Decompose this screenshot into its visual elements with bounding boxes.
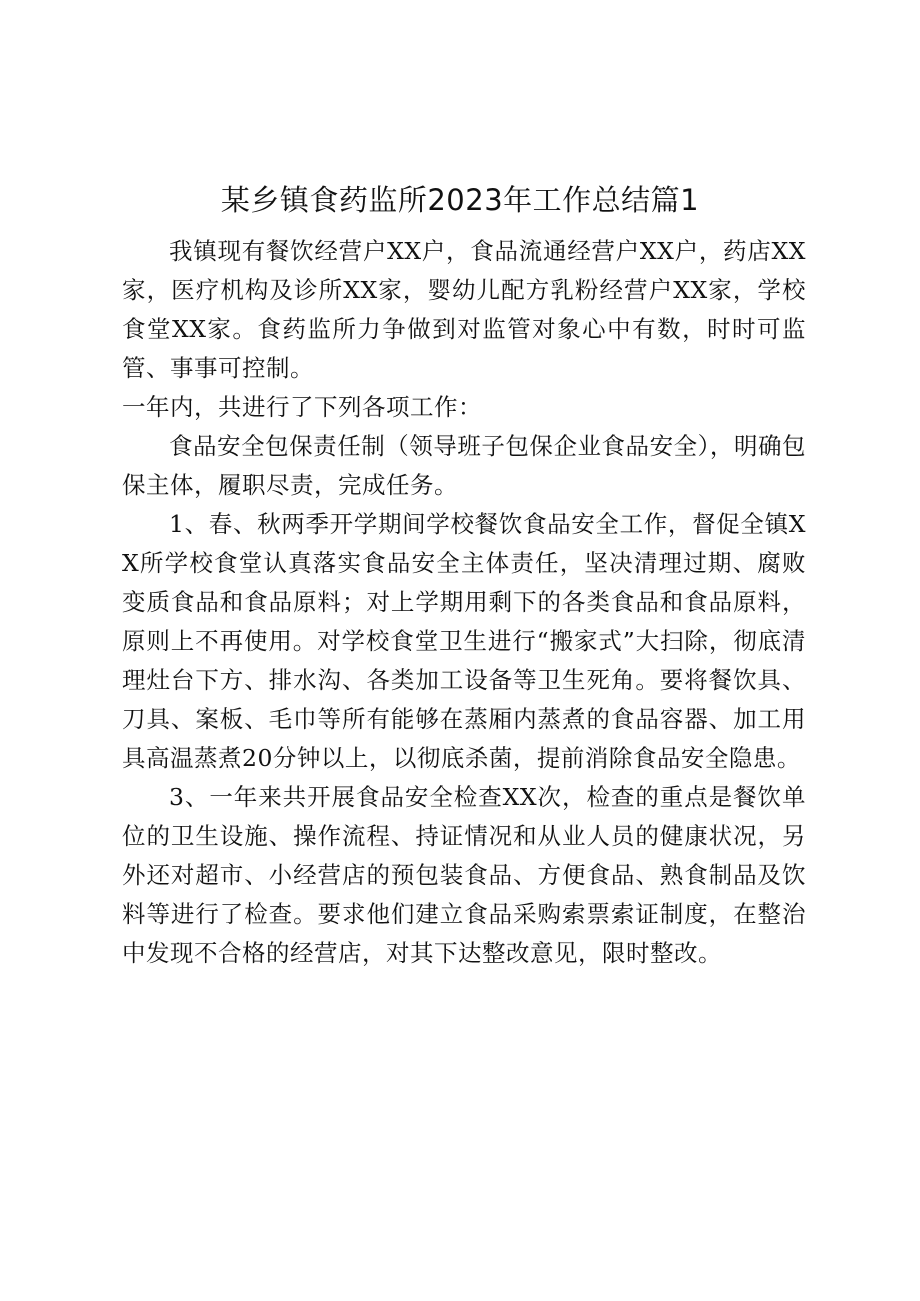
paragraph-intro: 一年内，共进行了下列各项工作：	[122, 393, 482, 421]
paragraph-item-1: 1、春、秋两季开学期间学校餐饮食品安全工作，督促全镇XX所学校食堂认真落实食品安全主体责任，坚决清理过期、腐败变质食品和食品原料；对上学期用剩下的各类食品和食品原料，原则上不再使用。对学校食堂卫生进行“搬家式”大扫除，彻底清理灶台下方、排水沟、各类加工设备等卫生死角。要将餐饮具、刀具、案板、毛巾等所有能够在蒸厢内蒸煮的食品容器、加工用具高温蒸煮20分钟以上，以彻底杀菌，提前消除食品安全隐患。	[122, 510, 806, 772]
document-title: 某乡镇食药监所2023年工作总结篇1	[220, 183, 700, 217]
paragraph-item-3: 3、一年来共开展食品安全检查XX次，检查的重点是餐饮单位的卫生设施、操作流程、持证情况和从业人员的健康状况，另外还对超市、小经营店的预包装食品、方便食品、熟食制品及饮料等进行了检查。要求他们建立食品采购索票索证制度，在整治中发现不合格的经营店，对其下达整改意见，限时整改。	[122, 783, 806, 967]
paragraph-responsibility: 食品安全包保责任制（领导班子包保企业食品安全），明确包保主体，履职尽责，完成任务。	[122, 432, 806, 499]
document-body	[122, 232, 806, 973]
paragraph-overview: 我镇现有餐饮经营户XX户，食品流通经营户XX户，药店XX家，医疗机构及诊所XX家，婴幼儿配方乳粉经营户XX家，学校食堂XX家。食药监所力争做到对监管对象心中有数，时时可监管、事事可控制。	[122, 237, 806, 382]
